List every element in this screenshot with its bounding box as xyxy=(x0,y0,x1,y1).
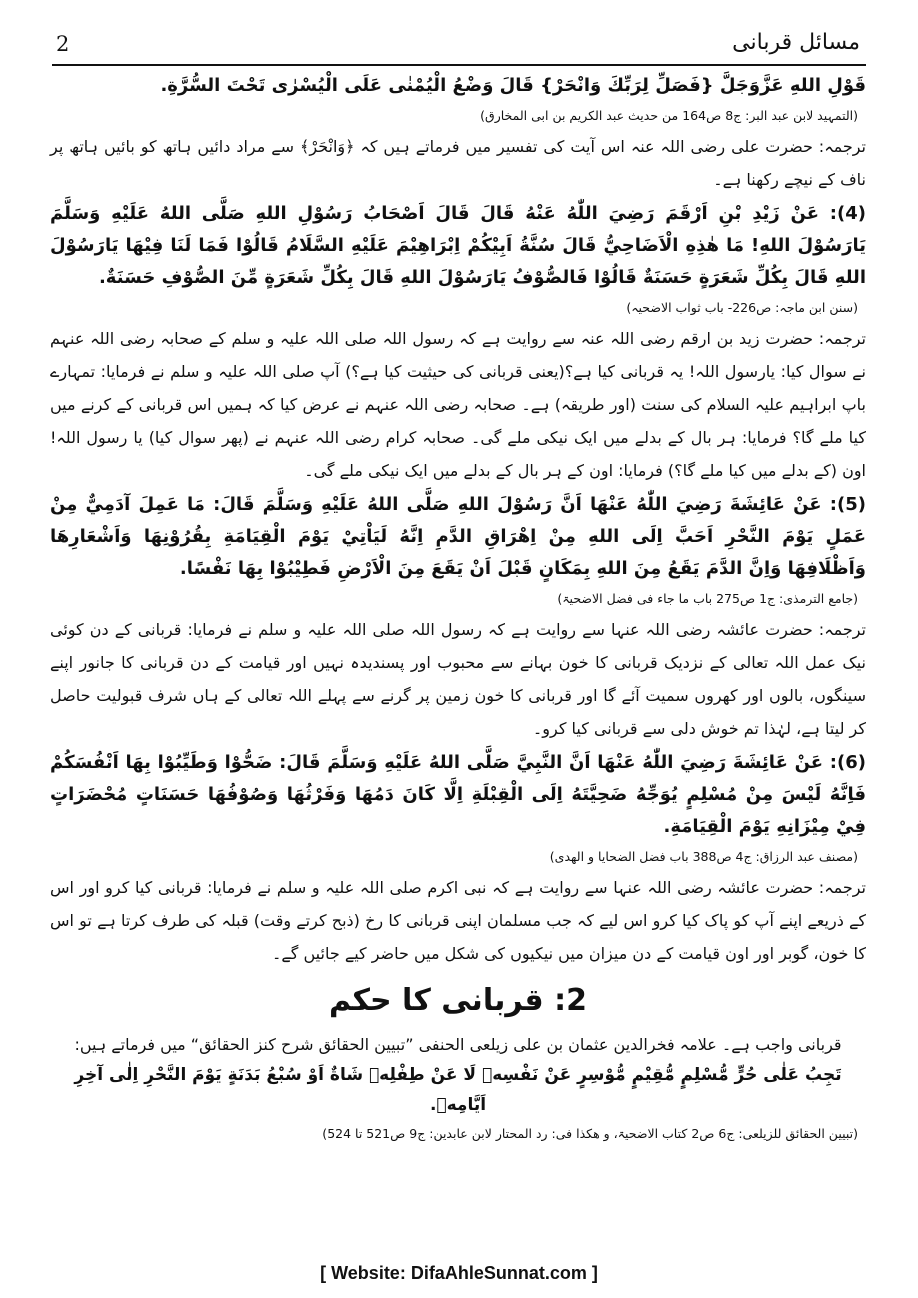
hadith-6-translation: ترجمہ: حضرت عائشہ رضی اللہ عنہا سے روایت ہے کہ نبی اکرم صلی اللہ علیہ و سلم نے فرمایا: قربانی کیا کرو اور اس کے ذریعے اپنے آپ کو پاک کیا کرو اس لیے کہ جب مسلمان اپنی قربانی کا رخ (ذبح کرتے وقت) قبلہ کی طرف کرتا ہے تو اس کا خون، گوبر اور اون قیامت کے دن میزان میں نیکیوں کی شکل میں حاضر کیے جائیں گے۔ xyxy=(50,878,866,963)
section-2-reference: (تبیین الحقائق للزیلعی: ج6 ص2 کتاب الاضحیۃ، و ھکذا فی: رد المحتار لابن عابدین: ج9 ص521 تا 524) xyxy=(322,1126,858,1141)
hadith-4-translation: ترجمہ: حضرت زید بن ارقم رضی اللہ عنہ سے روایت ہے کہ رسول اللہ صلی اللہ علیہ و سلم کے صحابہ رضی اللہ عنہم نے سوال کیا: یارسول اللہ! یہ قربانی کیا ہے؟(یعنی قربانی کی حیثیت کیا ہے؟) آپ صلی اللہ علیہ و سلم نے فرمایا: تمہارے باپ ابراہیم علیہ السلام کی سنت (اور طریقہ) ہے۔ صحابہ رضی اللہ عنہم نے عرض کیا کہ ہمیں اس قربانی کے کرنے میں کیا ملے گا؟ فرمایا: ہر بال کے بدلے میں ایک نیکی ملے گی۔ صحابہ کرام رضی اللہ عنہم نے (پھر سوال کیا) یا رسول اللہ! اون (کے بدلے میں کیا ملے گا؟) فرمایا: اون کے ہر بال کے بدلے میں ایک نیکی ملے گی۔ xyxy=(50,329,866,480)
hadith-6-number: (6): xyxy=(829,752,866,773)
reference-1: (التمہید لابن عبد البر: ج8 ص164 من حدیث عبد الکریم بن ابی المخارق) xyxy=(480,108,858,123)
page-content xyxy=(50,70,866,1148)
hadith-6 xyxy=(50,747,866,843)
section-heading: 2: قربانی کا حکم xyxy=(329,983,587,1018)
section-2-arabic: تَجِبُ عَلٰى حُرٍّ مُّسْلِمٍ مُّقِيْمٍ مُّوْسِرٍ عَنْ نَفْسِهٖ لَا عَنْ طِفْلِهٖ شَاةٌ اَوْ سُبْعُ بَدَنَةٍ يَوْمَ النَّحْرِ اِلٰى آخِرِ اَيَّامِهٖ. xyxy=(74,1065,842,1115)
page-number: 2 xyxy=(56,32,70,56)
arabic-text-1: قَوْلِ اللهِ عَزَّوَجَلَّ {فَصَلِّ لِرَبِّكَ وَانْحَرْ} قَالَ وَضْعُ الْيُمْنٰى عَلَى الْيُسْرٰى تَحْتَ السُّرَّةِ. xyxy=(160,75,866,96)
translation-1: ترجمہ: حضرت علی رضی اللہ عنہ اس آیت کی تفسیر میں فرماتے ہیں کہ ﴿وَانْحَرْ﴾ سے مراد دائیں ہاتھ کو بائیں ہاتھ پر ناف کے نیچے رکھنا ہے۔ xyxy=(50,137,866,189)
website-footer: [ Website: DifaAhleSunnat.com ] xyxy=(320,1263,598,1283)
hadith-5-translation: ترجمہ: حضرت عائشہ رضی اللہ عنہا سے روایت ہے کہ رسول اللہ صلی اللہ علیہ و سلم نے فرمایا: قربانی کے دن کوئی نیک عمل اللہ تعالی کے نزدیک قربانی کا خون بہانے سے محبوب اور پسندیدہ نہیں اور قیامت کے دن قربانی کا جانور اپنے سینگوں، بالوں اور کھروں سمیت آئے گا اور قربانی کا خون زمین پر گرنے سے پہلے اللہ تعالی کے ہاں شرف قبولیت حاصل کر لیتا ہے، لہٰذا تم خوش دلی سے قربانی کیا کرو۔ xyxy=(50,620,866,738)
hadith-6-arabic: عَنْ عَائِشَةَ رَضِيَ اللّٰهُ عَنْهَا اَنَّ النَّبِيَّ صَلَّى اللهُ عَلَيْهِ وَسَلَّمَ قَالَ: ضَحُّوْا وَطَيِّبُوْا بِهَا اَنْفُسَكُمْ فَاِنَّهُ لَيْسَ مِنْ مُسْلِمٍ يُوَجِّهُ ضَحِيَّتَهُ اِلَى الْقِبْلَةِ اِلَّا كَانَ دَمُهَا وَفَرْثُهَا وَصُوْفُهَا حَسَنَاتٍ مُحْضَرَاتٍ فِيْ مِيْزَانِهِ يَوْمَ الْقِيَامَةِ. xyxy=(50,752,866,837)
hadith-4 xyxy=(50,198,866,294)
page-header xyxy=(52,28,866,66)
hadith-6-reference: (مصنف عبد الرزاق: ج4 ص388 باب فضل الضحایا و الھدی) xyxy=(549,849,858,864)
hadith-5 xyxy=(50,489,866,585)
hadith-5-number: (5): xyxy=(829,494,866,515)
hadith-4-number: (4): xyxy=(829,203,866,224)
hadith-4-reference: (سنن ابن ماجہ: ص226- باب ثواب الاضحیہ) xyxy=(626,300,858,315)
hadith-5-arabic: عَنْ عَائِشَةَ رَضِيَ اللّٰهُ عَنْهَا اَنَّ رَسُوْلَ اللهِ صَلَّى اللهُ عَلَيْهِ وَسَلَّمَ قَالَ: مَا عَمِلَ آدَمِيٌّ مِنْ عَمَلٍ يَوْمَ النَّحْرِ اَحَبَّ اِلَى اللهِ مِنْ اِهْرَاقِ الدَّمِ اِنَّهُ لَيَاْتِيْ يَوْمَ الْقِيَامَةِ بِقُرُوْنِهَا وَاَشْعَارِهَا وَاَظْلَافِهَا وَاِنَّ الدَّمَ يَقَعُ مِنَ اللهِ بِمَكَانٍ قَبْلَ اَنْ يَقَعَ مِنَ الْاَرْضِ فَطِيْبُوْا بِهَا نَفْسًا. xyxy=(50,494,866,579)
page-title: مسائل قربانی xyxy=(732,30,860,55)
hadith-5-reference: (جامع الترمذی: ج1 ص275 باب ما جاء فی فضل الاضحیۃ) xyxy=(557,591,858,606)
section-2-text: قربانی واجب ہے۔ علامہ فخرالدین عثمان بن علی زیلعی الحنفی ”تبیین الحقائق شرح کنز الحقائق“ میں فرماتے ہیں: xyxy=(74,1035,842,1054)
hadith-4-arabic: عَنْ زَيْدِ بْنِ اَرْقَمَ رَضِيَ اللّٰهُ عَنْهُ قَالَ قَالَ اَصْحَابُ رَسُوْلِ اللهِ صَلَّى اللهُ عَلَيْهِ وَسَلَّمَ يَارَسُوْلَ اللهِ! مَا هٰذِهِ الْاَضَاحِيُّ قَالَ سُنَّةُ اَبِيْكُمْ اِبْرَاهِيْمَ عَلَيْهِ السَّلَامُ قَالُوْا فَمَا لَنَا فِيْهَا يَارَسُوْلَ اللهِ قَالَ بِكُلِّ شَعَرَةٍ حَسَنَةٌ قَالُوْا فَالصُّوْفُ يَارَسُوْلَ اللهِ قَالَ بِكُلِّ شَعَرَةٍ مِّنَ الصُّوْفِ حَسَنَةٌ. xyxy=(50,203,866,288)
